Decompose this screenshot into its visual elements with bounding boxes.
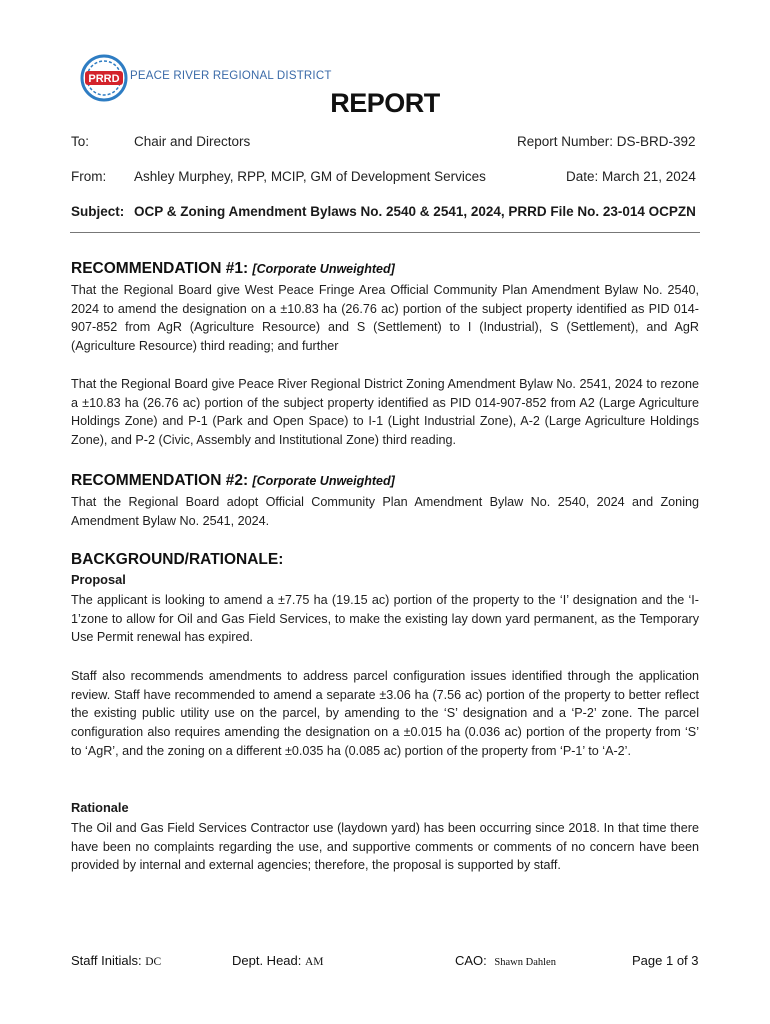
from-label: From: xyxy=(71,169,107,184)
dept-head xyxy=(232,953,324,968)
dept-head-value: AM xyxy=(305,956,324,968)
report-number: Report Number: DS-BRD-392 xyxy=(517,134,696,149)
rec2-heading xyxy=(71,472,395,490)
cao-label: CAO: xyxy=(455,953,487,968)
staff-initials-value: DC xyxy=(145,956,162,968)
report-date: Date: March 21, 2024 xyxy=(566,169,696,184)
to-value: Chair and Directors xyxy=(134,134,251,149)
cao xyxy=(455,953,556,968)
rationale-heading: Rationale xyxy=(71,800,129,815)
staff-initials-label: Staff Initials: xyxy=(71,953,142,968)
to-label: To: xyxy=(71,134,90,149)
proposal-paragraph-2: Staff also recommends amendments to address parcel configuration issues identified through the application review. Staff have recommended to amend a separate ±3.06 ha (7.56 ac) portion of the property to better reflect the existing public utility use on the parcel, by amending to the ‘S’ designation and a ‘P-2’ zone. The parcel configuration also requires amending the designation on a ±0.015 ha (0.036 ac) portion of the property from ‘S’ to ‘AgR’, and the zoning on a different ±0.035 ha (0.085 ac) portion of the property from ‘P-1’ to ‘A-2’. xyxy=(71,669,699,758)
page-number: Page 1 of 3 xyxy=(632,953,699,968)
staff-initials xyxy=(71,953,161,968)
rec1-paragraph-1: That the Regional Board give West Peace Fringe Area Official Community Plan Amendment Bylaw No. 2540, 2024 to amend the designation on a ±10.83 ha (26.76 ac) portion of the subject property identified as PID 014-907-852 from AgR (Agriculture Resource) and S (Settlement) to I (Industrial), S (Settlement), and AgR (Agriculture Resource) third reading; and further xyxy=(71,283,699,354)
from-value: Ashley Murphey, RPP, MCIP, GM of Development Services xyxy=(134,169,486,184)
subject-label: Subject: xyxy=(71,204,125,219)
rationale-paragraph: The Oil and Gas Field Services Contractor use (laydown yard) has been occurring since 2018. In that time there have been no complaints regarding the use, and supportive comments or comments of no concern have been provided by internal and external agencies; therefore, the proposal is supported by staff. xyxy=(71,821,699,873)
rec2-paragraph: That the Regional Board adopt Official Community Plan Amendment Bylaw No. 2540, 2024 and Zoning Amendment Bylaw No. 2541, 2024. xyxy=(71,495,699,528)
org-name: PEACE RIVER REGIONAL DISTRICT xyxy=(130,70,332,82)
background-heading: BACKGROUND/RATIONALE: xyxy=(71,551,284,568)
subject-value: OCP & Zoning Amendment Bylaws No. 2540 & 2541, 2024, PRRD File No. 23-014 OCPZN xyxy=(134,204,696,219)
cao-value: Shawn Dahlen xyxy=(494,957,556,968)
logo-abbrev: PRRD xyxy=(88,73,120,85)
rec1-note: [Corporate Unweighted] xyxy=(252,262,395,276)
rec2-note: [Corporate Unweighted] xyxy=(252,474,395,488)
rec1-heading xyxy=(71,260,395,278)
proposal-heading: Proposal xyxy=(71,572,126,587)
rec2-heading-text: RECOMMENDATION #2: xyxy=(71,472,249,489)
dept-head-label: Dept. Head: xyxy=(232,953,302,968)
rec1-paragraph-2: That the Regional Board give Peace River Regional District Zoning Amendment Bylaw No. 2541, 2024 to rezone a ±10.83 ha (26.76 ac) portion of the subject property identified as PID 014-907-852 from A2 (Large Agriculture Holdings Zone) and P-1 (Park and Open Space) to I-1 (Light Industrial Zone), A-2 (Large Agriculture Holdings Zone), and P-2 (Civic, Assembly and Institutional Zone) third reading. xyxy=(71,377,699,448)
rec1-heading-text: RECOMMENDATION #1: xyxy=(71,260,249,277)
page-title: REPORT xyxy=(330,88,440,118)
proposal-paragraph-1: The applicant is looking to amend a ±7.75 ha (19.15 ac) portion of the property to the ‘I’ designation and the ‘I-1’zone to allow for Oil and Gas Field Services, to make the existing lay down yard permanent, as the Temporary Use Permit renewal has expired. xyxy=(71,593,699,645)
header-divider xyxy=(70,232,700,233)
